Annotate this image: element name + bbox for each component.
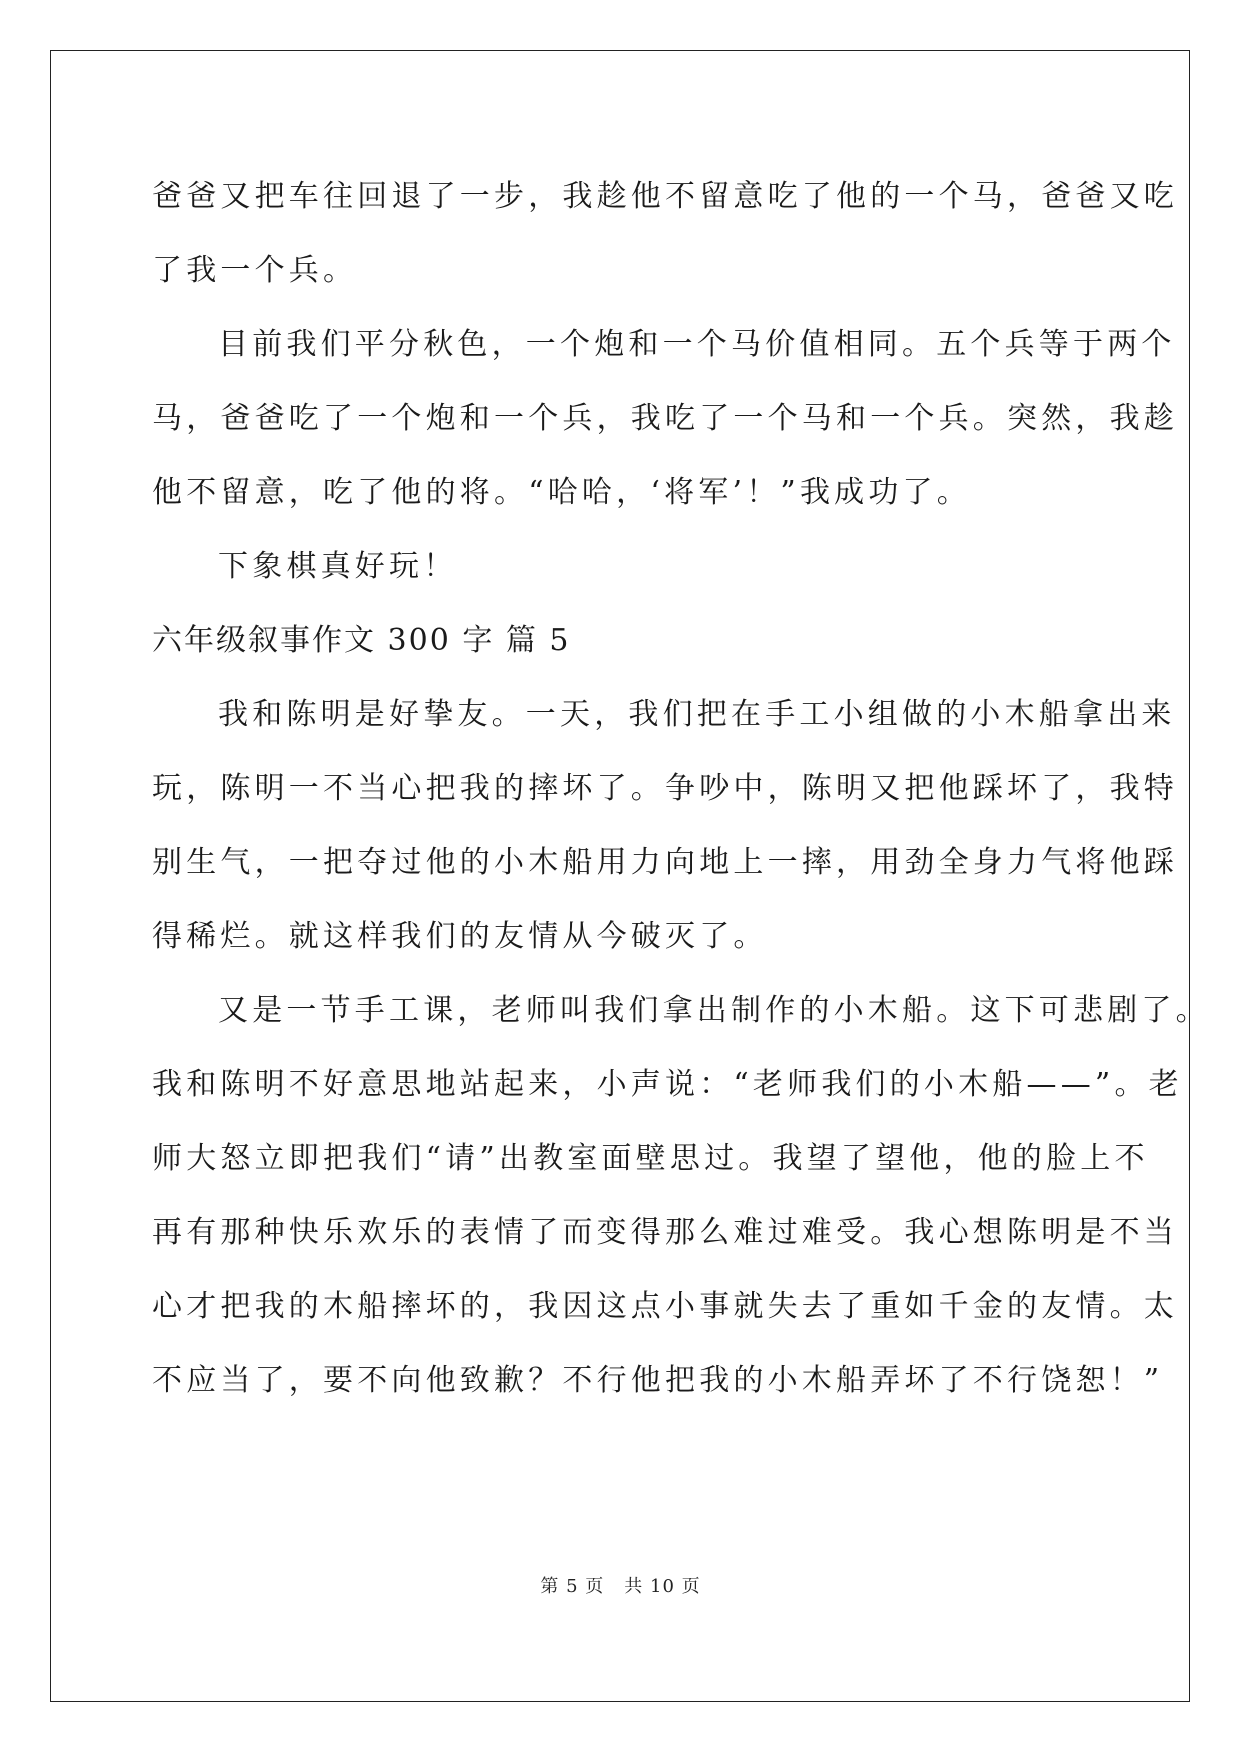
text-line: 玩，陈明一不当心把我的摔坏了。争吵中，陈明又把他踩坏了，我特 bbox=[152, 771, 1178, 806]
text-line: 师大怒立即把我们“请”出教室面壁思过。我望了望他，他的脸上不 bbox=[152, 1141, 1149, 1176]
text-line: 我和陈明是好挚友。一天，我们把在手工小组做的小木船拿出来 bbox=[218, 697, 1176, 732]
document-body bbox=[152, 160, 1210, 1418]
text-line: 再有那种快乐欢乐的表情了而变得那么难过难受。我心想陈明是不当 bbox=[152, 1215, 1178, 1250]
text-line: 他不留意，吃了他的将。“哈哈，‘将军’！”我成功了。 bbox=[152, 475, 971, 510]
text-line: 了我一个兵。 bbox=[152, 253, 358, 288]
text-line: 下象棋真好玩！ bbox=[218, 549, 458, 584]
text-line: 不应当了，要不向他致歉？不行他把我的小木船弄坏了不行饶恕！” bbox=[152, 1363, 1164, 1398]
text-line: 又是一节手工课，老师叫我们拿出制作的小木船。这下可悲剧了。 bbox=[218, 993, 1210, 1028]
section-heading: 六年级叙事作文 300 字 篇 5 bbox=[152, 623, 571, 658]
text-line: 心才把我的木船摔坏的，我因这点小事就失去了重如千金的友情。太 bbox=[152, 1289, 1178, 1324]
text-line: 得稀烂。就这样我们的友情从今破灭了。 bbox=[152, 919, 768, 954]
text-line: 我和陈明不好意思地站起来，小声说：“老师我们的小木船——”。老 bbox=[152, 1067, 1183, 1102]
page-footer bbox=[0, 1572, 1241, 1598]
text-line: 目前我们平分秋色，一个炮和一个马价值相同。五个兵等于两个 bbox=[218, 327, 1176, 362]
text-line: 马，爸爸吃了一个炮和一个兵，我吃了一个马和一个兵。突然，我趁 bbox=[152, 401, 1178, 436]
page-total: 共 10 页 bbox=[624, 1576, 701, 1597]
text-line: 别生气，一把夺过他的小木船用力向地上一摔，用劲全身力气将他踩 bbox=[152, 845, 1178, 880]
page-number: 第 5 页 bbox=[540, 1576, 605, 1597]
text-line: 爸爸又把车往回退了一步，我趁他不留意吃了他的一个马，爸爸又吃 bbox=[152, 179, 1178, 214]
